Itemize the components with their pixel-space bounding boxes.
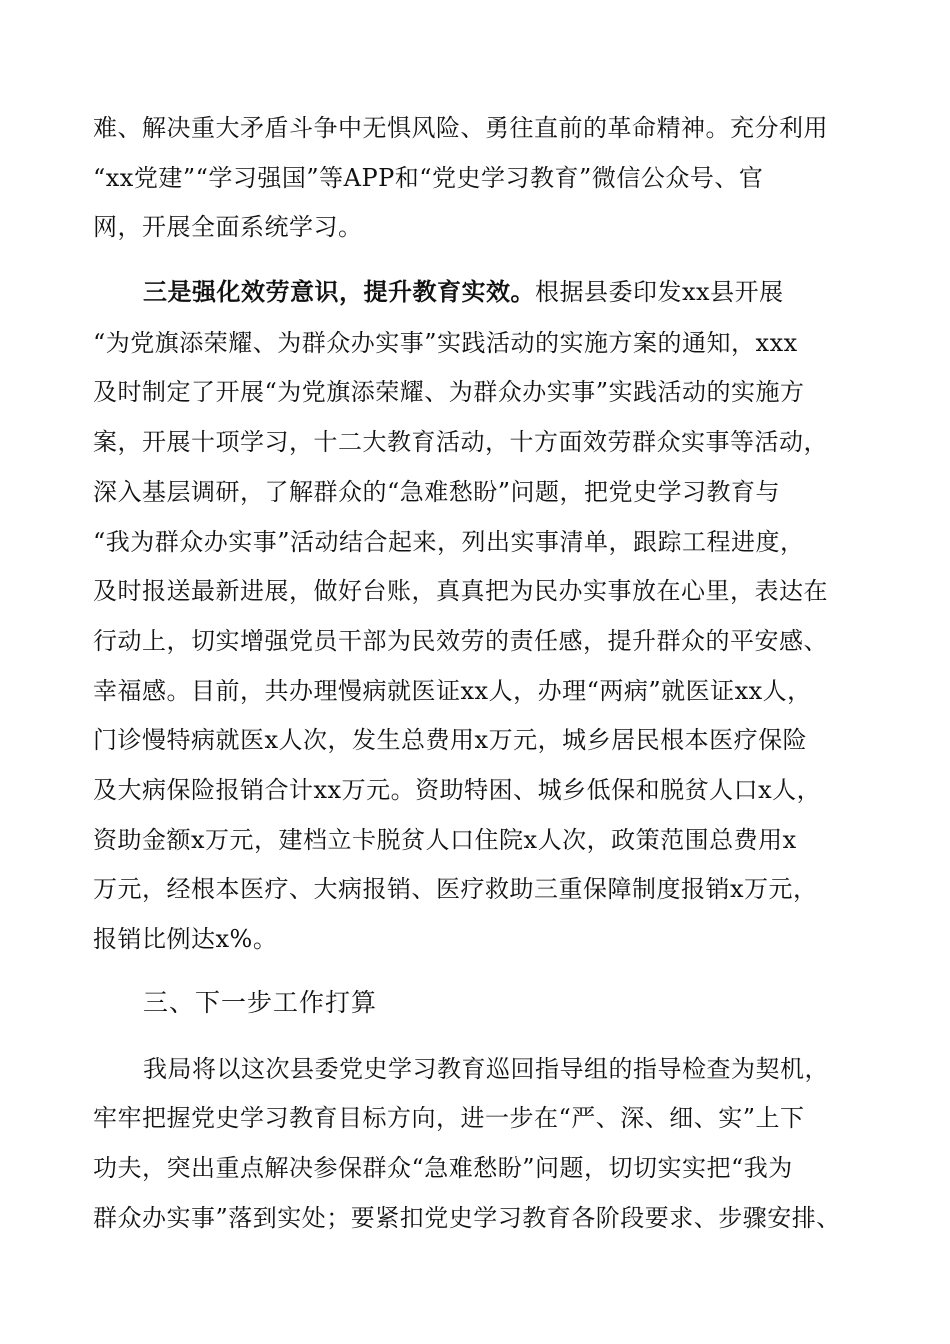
paragraph2-line6: “我为群众办实事”活动结合起来，列出实事清单，跟踪工程进度， <box>93 528 805 556</box>
paragraph2-line4: 案，开展十项学习，十二大教育活动，十方面效劳群众实事等活动， <box>93 428 828 456</box>
paragraph2-line11: 及大病保险报销合计xx万元。资助特困、城乡低保和脱贫人口x人， <box>93 776 822 804</box>
paragraph2-line13: 万元，经根本医疗、大病报销、医疗救助三重保障制度报销x万元， <box>93 875 818 903</box>
paragraph3-line1: 我局将以这次县委党史学习教育巡回指导组的指导检查为契机， <box>143 1055 829 1083</box>
paragraph1-line1: 难、解决重大矛盾斗争中无惧风险、勇往直前的革命精神。充分利用 <box>93 114 828 142</box>
paragraph2-line9: 幸福感。目前，共办理慢病就医证xx人，办理“两病”就医证xx人， <box>93 677 812 705</box>
paragraph2-line7: 及时报送最新进展，做好台账，真真把为民办实事放在心里，表达在 <box>93 577 828 605</box>
paragraph2-line12: 资助金额x万元，建档立卡脱贫人口住院x人次，政策范围总费用x <box>93 826 797 854</box>
paragraph2-line1-rest: 根据县委印发xx县开展 <box>535 278 784 306</box>
paragraph2-line2: “为党旗添荣耀、为群众办实事”实践活动的实施方案的通知，xxx <box>93 329 798 357</box>
paragraph3-line3: 功夫，突出重点解决参保群众“急难愁盼”问题，切切实实把“我为 <box>93 1154 793 1182</box>
paragraph2-line14: 报销比例达x%。 <box>93 925 278 953</box>
section-heading: 三、下一步工作打算 <box>143 988 378 1017</box>
paragraph1-line3: 网，开展全面系统学习。 <box>93 213 363 241</box>
paragraph2-line5: 深入基层调研，了解群众的“急难愁盼”问题，把党史学习教育与 <box>93 478 781 506</box>
paragraph3-line2: 牢牢把握党史学习教育目标方向，进一步在“严、深、细、实”上下 <box>93 1104 805 1132</box>
paragraph2-line1 <box>143 276 883 312</box>
paragraph2-lead-bold: 三是强化效劳意识，提升教育实效。 <box>143 277 535 306</box>
paragraph2-line8: 行动上，切实增强党员干部为民效劳的责任感，提升群众的平安感、 <box>93 627 828 655</box>
paragraph2-line10: 门诊慢特病就医x人次，发生总费用x万元，城乡居民根本医疗保险 <box>93 726 808 754</box>
paragraph3-line4: 群众办实事”落到实处；要紧扣党史学习教育各阶段要求、步骤安排、 <box>93 1204 841 1232</box>
paragraph1-line2: “xx党建”“学习强国”等APP和“党史学习教育”微信公众号、官 <box>93 164 764 192</box>
paragraph2-line3: 及时制定了开展“为党旗添荣耀、为群众办实事”实践活动的实施方 <box>93 378 805 406</box>
